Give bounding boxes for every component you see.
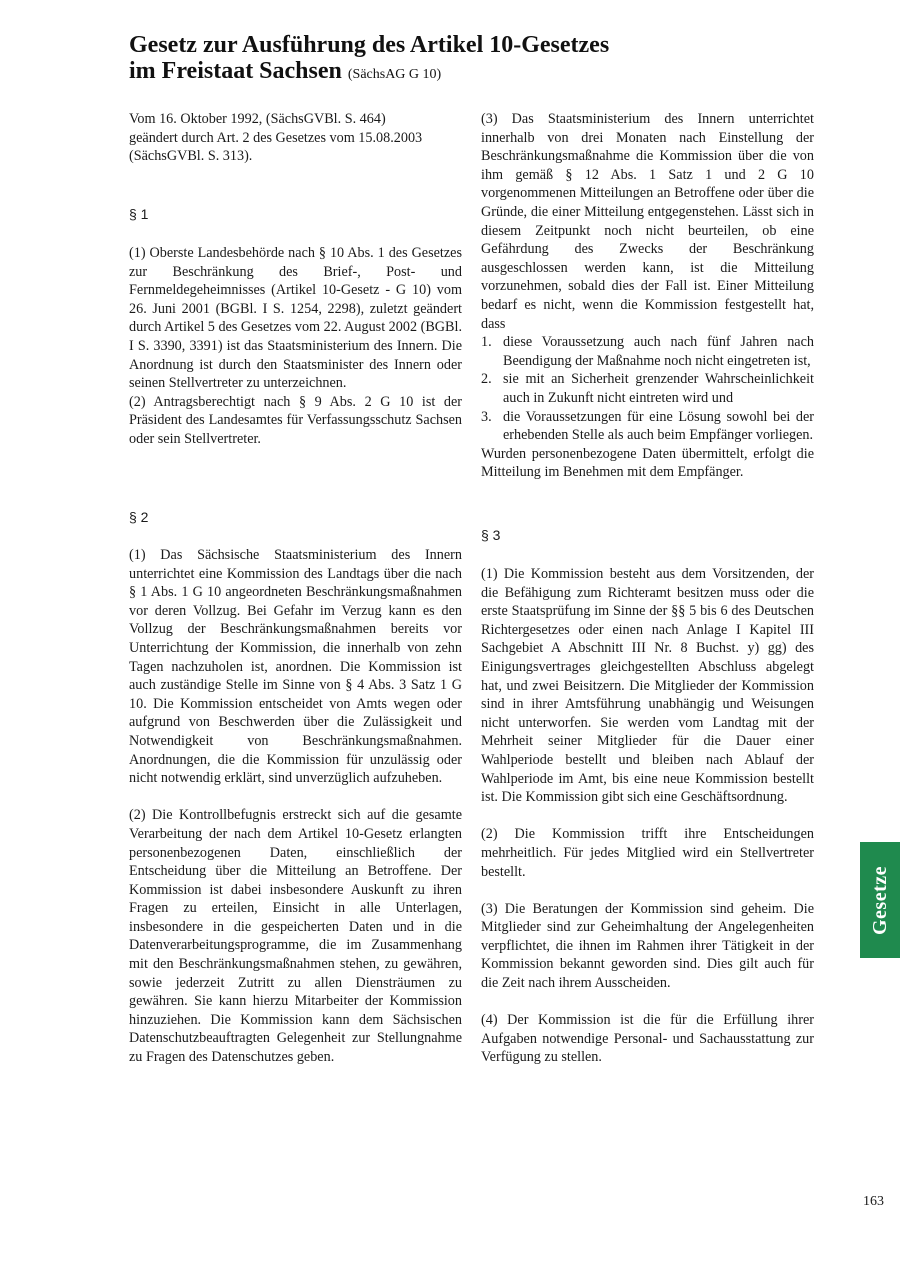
- intro-line-2: geändert durch Art. 2 des Gesetzes vom 15.08.2003: [129, 129, 423, 146]
- section-1-paragraph-2: (2) Antragsberechtigt nach § 9 Abs. 2 G 10 ist der Präsident des Landesamtes für Verfassungsschutz Sachsen oder sein Stellvertreter.: [129, 393, 462, 447]
- intro-line-1: Vom 16. Oktober 1992, (SächsGVBl. S. 464): [129, 111, 386, 127]
- section-tab-label: Gesetze: [868, 865, 891, 935]
- intro-block: [129, 110, 462, 166]
- section-heading-1: § 1: [129, 206, 149, 222]
- list-item: [481, 370, 814, 407]
- title-line-1: Gesetz zur Ausführung des Artikel 10-Gesetzes: [129, 32, 610, 58]
- section-2-body-right: [481, 110, 814, 482]
- section-1-paragraph-1: (1) Oberste Landesbehörde nach § 10 Abs. 1 des Gesetzes zur Beschränkung des Brief-, Post- und Fernmeldegeheimnisses (Artikel 10-Gesetz - G 10) vom 26. Juni 2001 (BGBl. I S. 1254, 2298), zuletzt geändert durch Artikel 5 des Gesetzes vom 22. August 2002 (BGBl. I S. 3390, 3391) ist das Staatsministerium des Innern. Die Anordnung ist durch den Staatsminister des Innern oder seinen Stellvertreter zu unterzeichnen.: [129, 245, 462, 392]
- document-title: [129, 32, 829, 88]
- section-2-body-left: [129, 546, 462, 1067]
- section-heading-2: § 2: [129, 509, 149, 525]
- page-number: 163: [863, 1194, 884, 1209]
- section-2-paragraph-1: (1) Das Sächsische Staatsministerium des Innern unterrichtet eine Kommission des Landtags über die nach § 1 Abs. 1 G 10 angeordneten Beschränkungsmaßnahmen vor deren Vollzug. Bei Gefahr im Verzug kann es den Vollzug der Beschränkungsmaßnahmen bereits vor Unterrichtung der Kommission, die innerhalb von zehn Tagen nachzuholen ist, anordnen. Die Kommission ist auch zuständige Stelle im Sinne von § 4 Abs. 3 Satz 1 G 10. Die Kommission entscheidet von Amts wegen oder aufgrund von Beschwerden über die Zulässigkeit und Notwendigkeit von Beschränkungsmaßnahmen. Anordnungen, die die Kommission für unzulässig oder nicht notwendig erklärt, sind unverzüglich aufzuheben.: [129, 547, 462, 787]
- section-tab-gesetze: [860, 842, 900, 958]
- list-item-text: diese Voraussetzung auch nach fünf Jahren nach Beendigung der Maßnahme noch nicht eingetreten ist,: [503, 334, 814, 369]
- list-item: [481, 408, 814, 445]
- list-item-text: sie mit an Sicherheit grenzender Wahrscheinlichkeit auch in Zukunft nicht eintreten wird und: [503, 371, 814, 406]
- section-heading-3: § 3: [481, 527, 501, 543]
- section-3-paragraph-3: (3) Die Beratungen der Kommission sind geheim. Die Mitglieder sind zur Geheimhaltung der Angelegenheiten verpflichtet, die ihnen im Rahmen ihrer Tätigkeit in der Kommission bekannt geworden sind. Dies gilt auch für die Zeit nach ihrem Ausscheiden.: [481, 900, 814, 992]
- law-abbreviation: (SächsAG G 10): [347, 67, 442, 82]
- section-2-paragraph-2: (2) Die Kontrollbefugnis erstreckt sich auf die gesamte Verarbeitung der nach dem Artikel 10-Gesetz erlangten personenbezogenen Daten, einschließlich der Entscheidung über die Mitteilung an Betroffene. Der Kommission ist dabei insbesondere Auskunft zu ihren Fragen zu erteilen, Einsicht in alle Unterlagen, insbesondere in die gespeicherten Daten und in die Datenverarbeitungsprogramme, die im Zusammenhang mit den Beschränkungsmaßnahmen stehen, zu gewähren, sowie jederzeit Zutritt zu allen Diensträumen zu gewähren. Sie kann hierzu Mitarbeiter der Kommission hinzuziehen. Die Kommission kann dem Sächsischen Datenschutzbeauftragten Gelegenheit zur Stellungnahme zu Fragen des Datenschutzes geben.: [129, 807, 462, 1066]
- section-3-paragraph-2: (2) Die Kommission trifft ihre Entscheidungen mehrheitlich. Für jedes Mitglied wird ein Stellvertreter bestellt.: [481, 826, 814, 880]
- title-line-2: im Freistaat Sachsen: [129, 58, 342, 84]
- list-item-text: die Voraussetzungen für eine Lösung sowohl bei der erhebenden Stelle als auch beim Empfänger vorliegen.: [503, 408, 814, 444]
- section-2-list: [481, 333, 814, 445]
- section-1-body: [129, 244, 462, 449]
- list-item-number: 3.: [481, 408, 492, 425]
- section-3-paragraph-4: (4) Der Kommission ist die für die Erfüllung ihrer Aufgaben notwendige Personal- und Sachausstattung zur Verfügung zu stellen.: [481, 1012, 814, 1066]
- section-3-body: [481, 565, 814, 1067]
- section-3-paragraph-1: (1) Die Kommission besteht aus dem Vorsitzenden, der die Befähigung zum Richteramt besitzen muss oder die erste Staatsprüfung im Sinne der §§ 5 bis 6 des Deutschen Richtergesetzes oder einen nach Anlage I Kapitel III Sachgebiet A Abschnitt III Nr. 8 Buchst. y) gg) des Einigungsvertrages gleichgestellten Abschluss abgelegt hat, und zwei Beisitzern. Die Mitglieder der Kommission sind in ihrer Amtsführung unabhängig und Weisungen nicht unterworfen. Sie werden vom Landtag mit der Mehrheit seiner Mitglieder für die Dauer einer Wahlperiode bestellt und bleiben nach Ablauf der Wahlperiode im Amt, bis eine neue Kommission bestellt ist. Die Kommission gibt sich eine Geschäftsordnung.: [481, 566, 814, 806]
- list-item-number: 1.: [481, 334, 492, 351]
- list-item-number: 2.: [481, 371, 492, 388]
- intro-line-3: (SächsGVBl. S. 313).: [129, 148, 253, 165]
- list-item: [481, 333, 814, 370]
- section-2-closing: Wurden personenbezogene Daten übermittelt, erfolgt die Mitteilung im Benehmen mit dem Empfänger.: [481, 445, 814, 481]
- section-2-paragraph-3: (3) Das Staatsministerium des Innern unterrichtet innerhalb von drei Monaten nach Einstellung der Beschränkungsmaßnahme die Kommission über die von ihm gemäß § 12 Abs. 1 Satz 1 und 2 G 10 vorgenommenen Mitteilungen an Betroffene oder über die Gründe, die einer Mitteilung entgegenstehen. Lässt sich in diesem Zeitpunkt noch nicht beurteilen, ob eine Gefährdung des Zwecks der Beschränkung ausgeschlossen werden kann, ist die Mitteilung vorzunehmen, sobald dies der Fall ist. Einer Mitteilung bedarf es nicht, wenn die Kommission festgestellt hat, dass: [481, 111, 814, 332]
